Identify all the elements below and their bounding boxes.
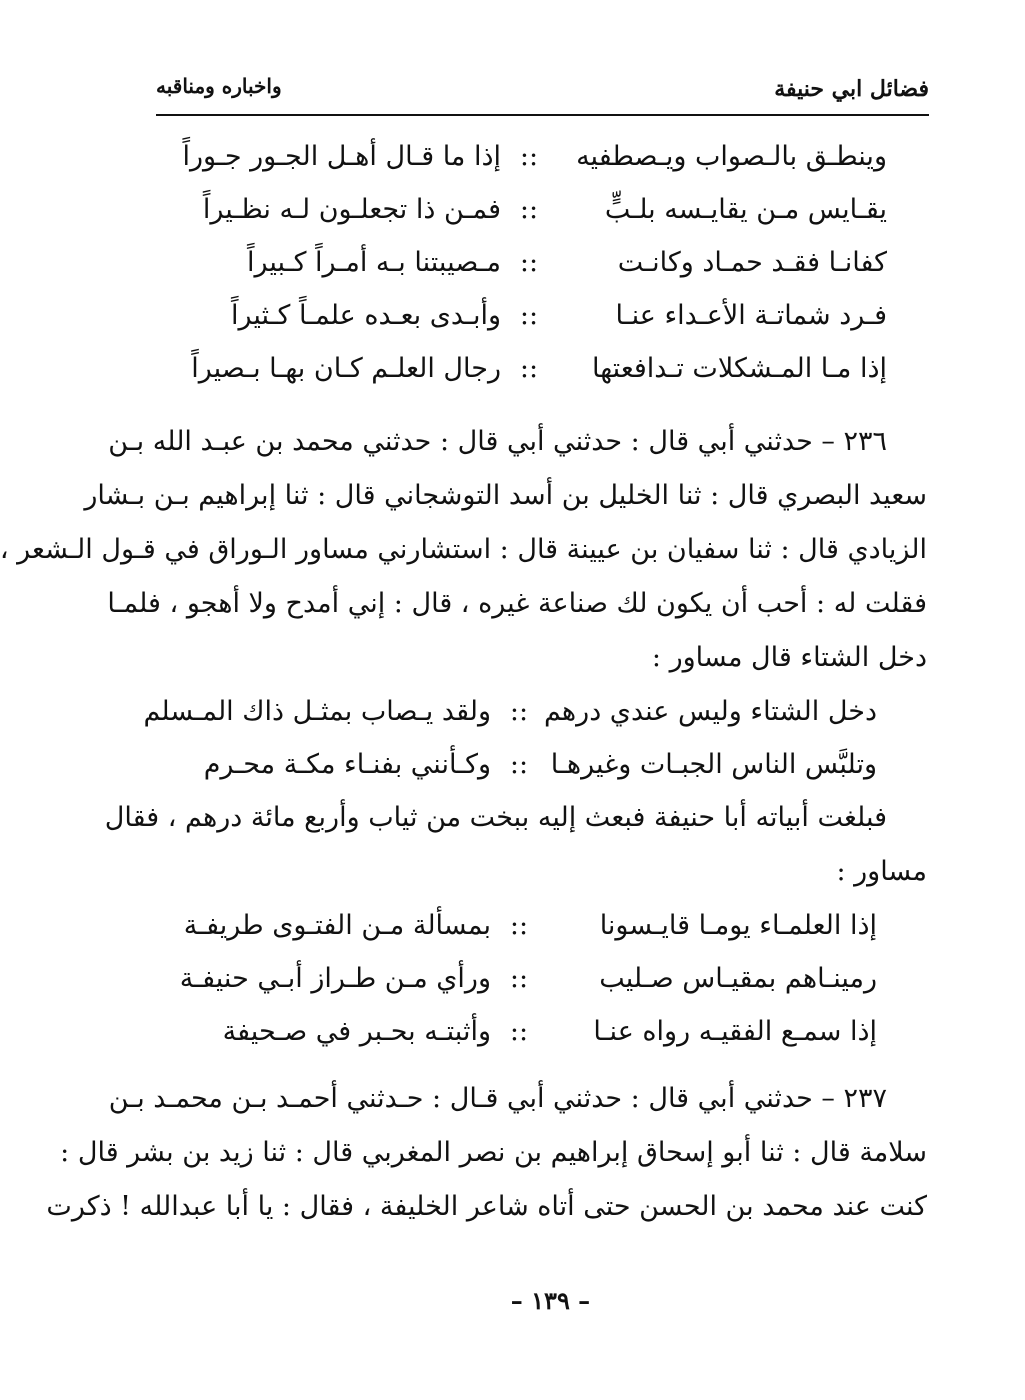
- verse-second-hemistich: وأبـدى بعـده علمـاً كـثيراً: [230, 300, 501, 331]
- hemistich-separator: ::: [519, 247, 539, 278]
- verse-line: [154, 342, 887, 395]
- paragraph-line: سعيد البصري قال : ثنا الخليل بن أسد التوشجاني قال : ثنا إبراهيم بـن بـشار: [84, 480, 927, 511]
- paragraph-line: سلامة قال : ثنا أبو إسحاق إبراهيم بن نصر المغربي قال : ثنا زيد بن بشر قال :: [60, 1137, 927, 1168]
- verse-first-hemistich: وتلبَّس الناس الجبـات وغيرهـا: [550, 749, 877, 780]
- poem-block-1: [154, 130, 927, 395]
- verse-second-hemistich: بمسألة مـن الفتـوى طريفـة: [183, 910, 491, 941]
- verse-first-hemistich: إذا مـا المـشكلات تـدافعتها: [592, 353, 887, 384]
- poem-block-3: [154, 899, 927, 1058]
- verse-second-hemistich: رجال العلـم كـان بهـا بـصيراً: [191, 353, 501, 384]
- verse-line: [154, 289, 887, 342]
- narration-236: [0, 415, 927, 685]
- verse-second-hemistich: فمـن ذا تجعلـون لـه نظـيراً: [202, 194, 501, 225]
- paragraph-line: ٢٣٧ – حدثني أبي قال : حدثني أبي قـال : حـدثني أحمـد بـن محمـد بـن: [108, 1083, 887, 1114]
- verse-first-hemistich: كفانـا فقـد حمـاد وكانـت: [617, 247, 887, 278]
- verse-second-hemistich: ورأي مـن طـراز أبـي حنيفـة: [179, 963, 491, 994]
- verse-line: [154, 1005, 877, 1058]
- paragraph-line: ٢٣٦ – حدثني أبي قال : حدثني أبي قال : حدثني محمد بن عبـد الله بـن: [108, 426, 887, 457]
- verse-first-hemistich: دخل الشتاء وليس عندي درهم: [543, 696, 877, 727]
- verse-first-hemistich: وينطـق بالـصواب ويـصطفيه: [576, 141, 887, 172]
- page-body: [0, 130, 927, 1234]
- verse-line: [154, 899, 877, 952]
- verse-first-hemistich: إذا سمـع الفقيـه رواه عنـا: [593, 1016, 877, 1047]
- narration-237: [46, 1072, 927, 1234]
- page-number: – ١٣٩ –: [510, 1286, 591, 1315]
- verse-second-hemistich: مـصيبتنا بـه أمـراً كـبيراً: [247, 247, 501, 278]
- verse-second-hemistich: وكـأنني بفنـاء مكـة محـرم: [203, 749, 491, 780]
- hemistich-separator: ::: [519, 194, 539, 225]
- verse-second-hemistich: وأثبتـه بحـبر في صـحيفة: [222, 1016, 491, 1047]
- poem-block-2: [143, 685, 927, 791]
- paragraph-line: فبلغت أبياته أبا حنيفة فبعث إليه ببخت من ثياب وأربع مائة درهم ، فقال: [104, 802, 887, 833]
- paragraph-line: الزيادي قال : ثنا سفيان بن عيينة قال : استشارني مساور الـوراق في قـول الـشعر ،: [0, 534, 927, 565]
- verse-line: [154, 236, 887, 289]
- verse-line: [143, 685, 877, 738]
- hemistich-separator: ::: [509, 963, 529, 994]
- paragraph-line: دخل الشتاء قال مساور :: [651, 642, 927, 673]
- narration-236-continued: [104, 791, 927, 899]
- verse-line: [154, 130, 887, 183]
- verse-first-hemistich: يقـايس مـن يقايـسه بلـبٍّ: [604, 194, 887, 225]
- paragraph-line: كنت عند محمد بن الحسن حتى أتاه شاعر الخليفة ، فقال : يا أبا عبدالله ! ذكرت: [46, 1191, 927, 1222]
- paragraph-line: فقلت له : أحب أن يكون لك صناعة غيره ، قال : إني أمدح ولا أهجو ، فلمـا: [107, 588, 927, 619]
- hemistich-separator: ::: [519, 141, 539, 172]
- verse-first-hemistich: رمينـاهم بمقيـاس صـليب: [599, 963, 877, 994]
- paragraph-line: مساور :: [836, 856, 927, 887]
- verse-first-hemistich: إذا العلمـاء يومـا قايـسونا: [599, 910, 877, 941]
- verse-line: [154, 738, 877, 791]
- hemistich-separator: ::: [509, 696, 529, 727]
- hemistich-separator: ::: [509, 910, 529, 941]
- verse-line: [154, 952, 877, 1005]
- hemistich-separator: ::: [509, 749, 529, 780]
- running-header: [156, 70, 929, 116]
- hemistich-separator: ::: [509, 1016, 529, 1047]
- verse-line: [154, 183, 887, 236]
- hemistich-separator: ::: [519, 353, 539, 384]
- verse-first-hemistich: فـرد شماتـة الأعـداء عنـا: [615, 300, 887, 331]
- header-section-title: واخباره ومناقبه: [156, 74, 282, 98]
- header-book-title: فضائل ابي حنيفة: [774, 76, 929, 102]
- verse-second-hemistich: إذا ما قـال أهـل الجـور جـوراً: [182, 141, 501, 172]
- hemistich-separator: ::: [519, 300, 539, 331]
- verse-second-hemistich: ولقد يـصاب بمثـل ذاك المـسلم: [143, 696, 491, 727]
